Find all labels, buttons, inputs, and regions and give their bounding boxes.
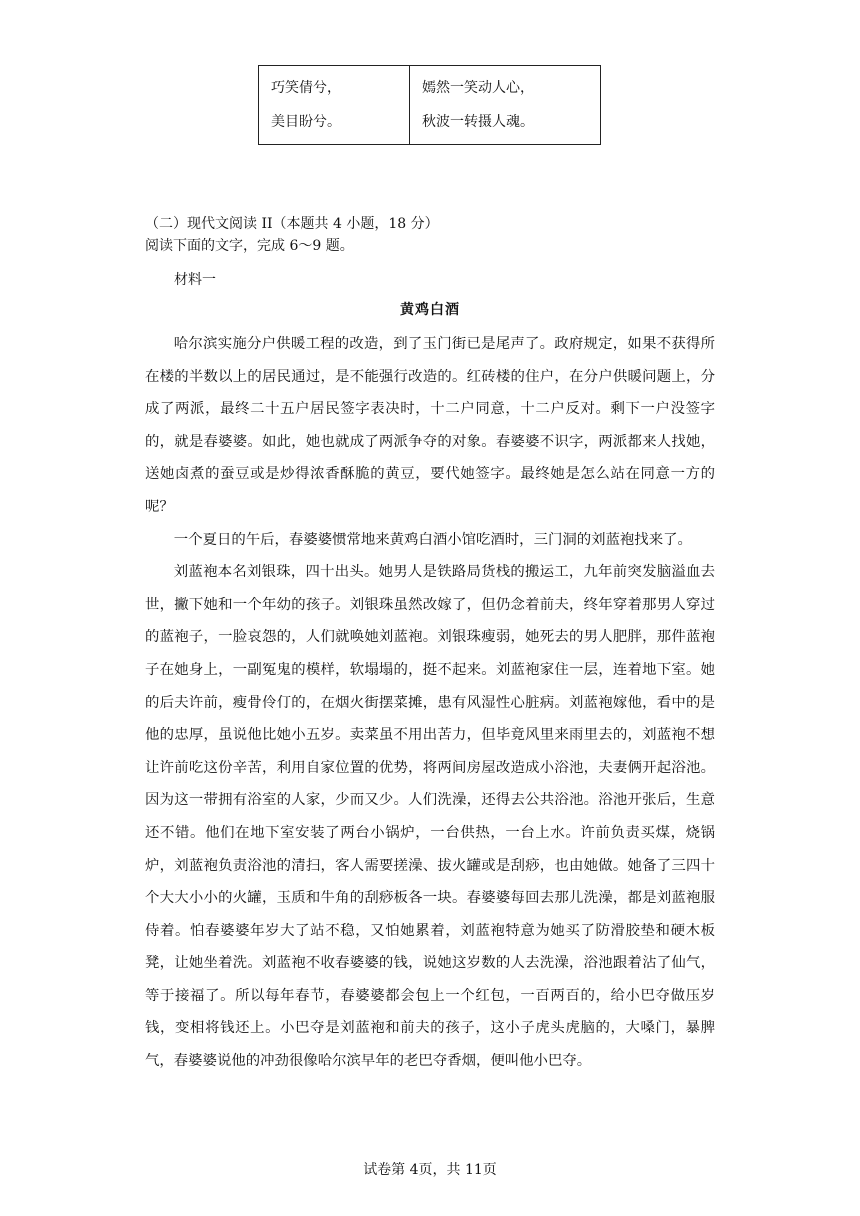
poem-line: 秋波一转摄人魂。 [422, 114, 534, 130]
section-heading: （二）现代文阅读 II（本题共 4 小题，18 分） [145, 216, 439, 232]
page-footer: 试卷第 4页，共 11页 [363, 1162, 497, 1178]
table-row [259, 66, 601, 145]
article-body [145, 328, 715, 1078]
poem-line: 巧笑倩兮， [271, 80, 341, 96]
table-cell-translation [410, 66, 601, 145]
material-label: 材料一 [174, 272, 216, 288]
table-cell-original [259, 66, 410, 145]
article-paragraph: 刘蓝袍本名刘银珠，四十出头。她男人是铁路局货栈的搬运工，九年前突发脑溢血去世，撇下她和一个年幼的孩子。刘银珠虽然改嫁了，但仍念着前夫，终年穿着那男人穿过的蓝袍子，一脸哀怨的，人们就唤她刘蓝袍。刘银珠瘦弱，她死去的男人肥胖，那件蓝袍子在她身上，一副冤鬼的模样，软塌塌的，挺不起来。刘蓝袍家住一层，连着地下室。她的后夫许前，瘦骨伶仃的，在烟火街摆菜摊，患有风湿性心脏病。刘蓝袍嫁他，看中的是他的忠厚，虽说他比她小五岁。卖菜虽不用出苦力，但毕竟风里来雨里去的，刘蓝袍不想让许前吃这份辛苦，利用自家位置的优势，将两间房屋改造成小浴池，夫妻俩开起浴池。因为这一带拥有浴室的人家，少而又少。人们洗澡，还得去公共浴池。浴池开张后，生意还不错。他们在地下室安装了两台小锅炉，一台供热，一台上水。许前负责买煤，烧锅炉，刘蓝袍负责浴池的清扫，客人需要搓澡、拔火罐或是刮痧，也由她做。她备了三四十个大大小小的火罐，玉质和牛角的刮痧板各一块。春婆婆每回去那儿洗澡，都是刘蓝袍服侍着。怕春婆婆年岁大了站不稳，又怕她累着，刘蓝袍特意为她买了防滑胶垫和硬木板凳，让她坐着洗。刘蓝袍不收春婆婆的钱，说她这岁数的人去洗澡，浴池跟着沾了仙气，等于接福了。所以每年春节，春婆婆都会包上一个红包，一百两百的，给小巴夺做压岁钱，变相将钱还上。小巴夺是刘蓝袍和前夫的孩子，这小子虎头虎脑的，大嗓门，暴脾气，春婆婆说他的冲劲很像哈尔滨早年的老巴夺香烟，便叫他小巴夺。 [145, 564, 715, 1070]
reading-instruction: 阅读下面的文字，完成 6～9 题。 [145, 238, 354, 254]
article-paragraph: 一个夏日的午后，春婆婆惯常地来黄鸡白酒小馆吃酒时，三门洞的刘蓝袍找来了。 [173, 531, 692, 548]
poem-line: 嫣然一笑动人心， [422, 80, 534, 96]
article-paragraph: 哈尔滨实施分户供暖工程的改造，到了玉门街已是尾声了。政府规定，如果不获得所在楼的半数以上的居民通过，是不能强行改造的。红砖楼的住户，在分户供暖问题上，分成了两派，最终二十五户居民签字表决时，十二户同意，十二户反对。剩下一户没签字的，就是春婆婆。如此，她也就成了两派争夺的对象。春婆婆不识字，两派都来人找她，送她卤煮的蚕豆或是炒得浓香酥脆的黄豆，要代她签字。最终她是怎么站在同意一方的呢？ [145, 336, 715, 515]
poem-line: 美目盼兮。 [271, 114, 341, 130]
poem-comparison-table [258, 65, 601, 145]
article-title: 黄鸡白酒 [400, 302, 460, 318]
